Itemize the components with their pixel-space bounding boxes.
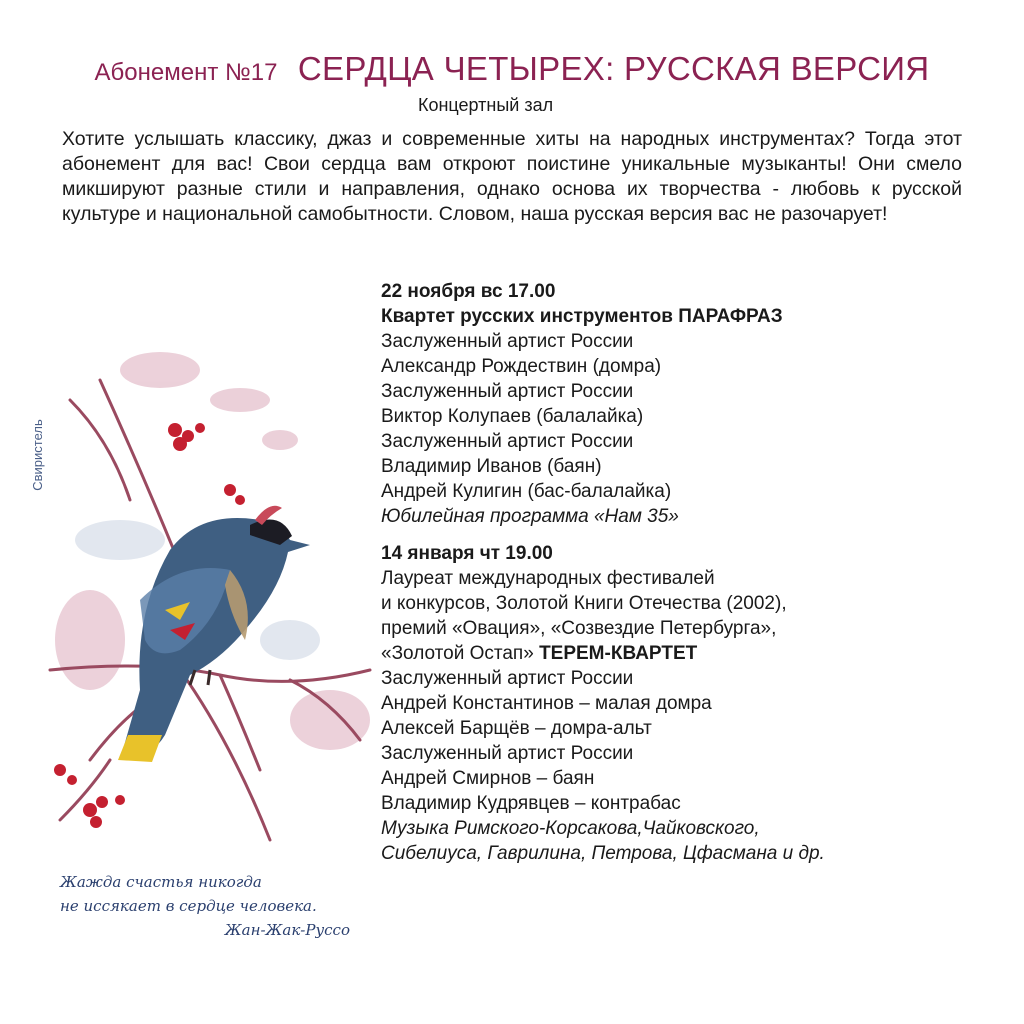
concert-1-line: Заслуженный артист России <box>381 431 634 452</box>
concert-2-award-line: и конкурсов, Золотой Книги Отечества (2002), <box>381 593 787 614</box>
concert-2-ensemble-line <box>381 641 1001 666</box>
concert-2-award-line: Лауреат международных фестивалей <box>381 568 715 589</box>
illustration-caption: Свиристель <box>30 419 45 491</box>
concert-2-program: Музыка Римского-Корсакова,Чайковского, <box>381 818 760 839</box>
quote-author: Жан-Жак-Руссо <box>224 921 350 939</box>
concert-2-award-last: «Золотой Остап» <box>381 643 534 664</box>
quote-line: Жажда счастья никогда <box>60 873 262 891</box>
venue-label: Концертный зал <box>418 95 554 115</box>
concert-1-line: Виктор Колупаев (балалайка) <box>381 406 644 427</box>
concert-2-line: Заслуженный артист России <box>381 743 634 764</box>
header <box>0 50 1024 88</box>
quote-line: не иссякает в сердце человека. <box>60 897 317 915</box>
concert-1-line: Андрей Кулигин (бас-балалайка) <box>381 481 672 502</box>
intro-paragraph: Хотите услышать классику, джаз и современные хиты на народных инструментах? Тогда этот абонемент для вас! Свои сердца вам откроют поистине уникальные музыканты! Они смело микшируют разные стили и направления, однако основа их творчества - любовь к русской культуре и национальной самобытности. Словом, наша русская версия вас не разочарует! <box>62 128 962 225</box>
concert-1-date: 22 ноября вс 17.00 <box>381 281 556 302</box>
concert-schedule <box>381 279 1001 866</box>
quote <box>60 870 350 942</box>
concert-1-line: Заслуженный артист России <box>381 381 634 402</box>
concert-1-line: Заслуженный артист России <box>381 331 634 352</box>
concert-2-line: Андрей Смирнов – баян <box>381 768 595 789</box>
concert-2-line: Андрей Константинов – малая домра <box>381 693 712 714</box>
concert-2-line: Владимир Кудрявцев – контрабас <box>381 793 681 814</box>
concert-2-ensemble: ТЕРЕМ-КВАРТЕТ <box>539 643 698 664</box>
concert-1-ensemble: Квартет русских инструментов ПАРАФРАЗ <box>381 306 783 327</box>
waxwing-illustration <box>30 340 375 860</box>
concert-1-program: Юбилейная программа «Нам 35» <box>381 506 679 527</box>
concert-2-line: Заслуженный артист России <box>381 668 634 689</box>
concert-1-line: Владимир Иванов (баян) <box>381 456 602 477</box>
subscription-label: Абонемент №17 <box>94 59 278 86</box>
concert-2-award-line: премий «Овация», «Созвездие Петербурга», <box>381 618 777 639</box>
concert-2-line: Алексей Барщёв – домра-альт <box>381 718 652 739</box>
concert-1-line: Александр Рождествин (домра) <box>381 356 662 377</box>
concert-2-program: Сибелиуса, Гаврилина, Петрова, Цфасмана и др. <box>381 843 825 864</box>
page-title: СЕРДЦА ЧЕТЫРЕХ: РУССКАЯ ВЕРСИЯ <box>297 50 930 87</box>
concert-2-date: 14 января чт 19.00 <box>381 543 553 564</box>
